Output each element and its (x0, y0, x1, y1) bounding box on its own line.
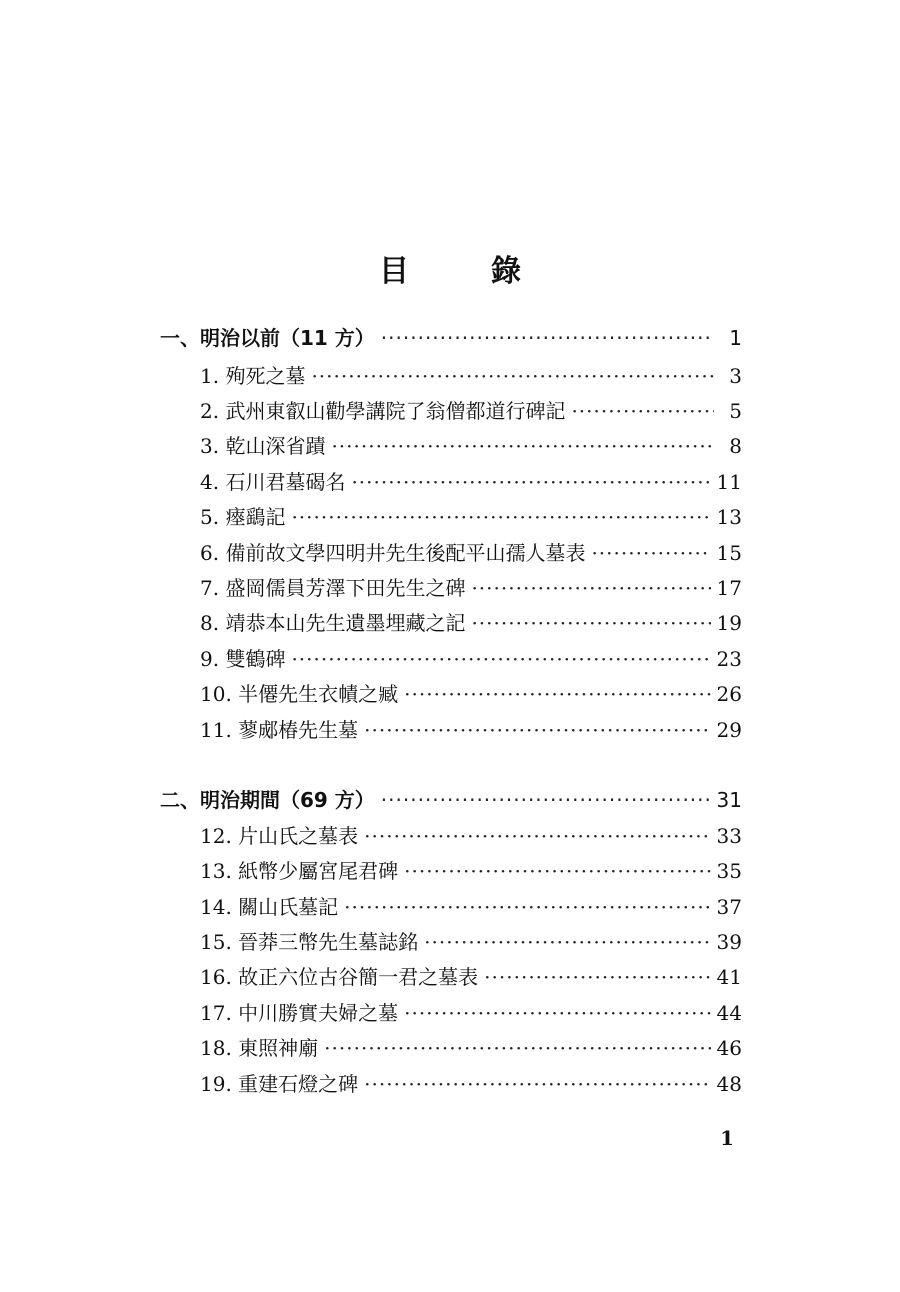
leader-dots (571, 399, 714, 423)
leader-dots (364, 718, 710, 742)
toc-section-1[interactable] (160, 322, 742, 356)
toc-page-number: 31 (716, 788, 742, 812)
toc-entry[interactable] (200, 997, 742, 1031)
toc-entry-label: 3. 乾山深省蹟 (200, 434, 326, 458)
toc-entry-label: 5. 瘞鷂記 (200, 505, 286, 529)
toc-page-number: 11 (716, 470, 742, 494)
toc-entry-label: 8. 靖恭本山先生遺墨埋藏之記 (200, 611, 466, 635)
toc-entry-label: 16. 故正六位古谷簡一君之墓表 (200, 965, 479, 989)
toc-entry-label: 4. 石川君墓碣名 (200, 470, 346, 494)
leader-dots (404, 859, 710, 883)
leader-dots (424, 930, 710, 954)
toc-entry[interactable] (200, 1032, 742, 1066)
toc-entry[interactable] (200, 572, 742, 606)
toc-page-number: 29 (716, 718, 742, 742)
leader-dots (471, 611, 710, 635)
toc-entry-label: 14. 關山氏墓記 (200, 895, 339, 919)
toc-entry[interactable] (200, 360, 742, 394)
page-number: 1 (720, 1126, 734, 1150)
leader-dots (381, 326, 714, 350)
toc-entry[interactable] (200, 891, 742, 925)
toc-page-number: 19 (716, 611, 742, 635)
leader-dots (351, 470, 710, 494)
toc-section-2[interactable] (160, 784, 742, 818)
toc-entry[interactable] (200, 855, 742, 889)
leader-dots (311, 364, 714, 388)
toc-entry-label: 15. 晉莽三幣先生墓誌銘 (200, 930, 419, 954)
leader-dots (484, 965, 710, 989)
leader-dots (331, 434, 714, 458)
toc-page-number: 1 (729, 326, 742, 350)
toc-entry-label: 2. 武州東叡山勸學講院了翁僧都道行碑記 (200, 399, 566, 423)
toc-page-number: 5 (729, 399, 742, 423)
toc-page-number: 3 (729, 364, 742, 388)
leader-dots (324, 1036, 710, 1060)
toc-page-number: 23 (716, 647, 742, 671)
leader-dots (381, 788, 711, 812)
leader-dots (291, 647, 710, 671)
title-char-1: 目 (379, 254, 409, 289)
toc-entry[interactable] (200, 430, 742, 464)
toc-entry-label: 13. 紙幣少屬宮尾君碑 (200, 859, 399, 883)
toc-entry-label: 18. 東照神廟 (200, 1036, 319, 1060)
toc-entry[interactable] (200, 1068, 742, 1102)
leader-dots (591, 541, 710, 565)
leader-dots (364, 824, 710, 848)
toc-entry[interactable] (200, 643, 742, 677)
toc-section-label: 二、明治期間（69 方） (160, 788, 375, 812)
toc-entry-label: 9. 雙鶴碑 (200, 647, 286, 671)
toc-page-number: 35 (716, 859, 742, 883)
leader-dots (471, 576, 710, 600)
leader-dots (291, 505, 710, 529)
title-char-2: 錄 (491, 254, 521, 289)
toc-page-number: 13 (716, 505, 742, 529)
toc-entry-label: 19. 重建石燈之碑 (200, 1072, 359, 1096)
toc-page-number: 44 (716, 1001, 742, 1025)
toc-page-number: 26 (716, 682, 742, 706)
toc-entry[interactable] (200, 395, 742, 429)
leader-dots (364, 1072, 710, 1096)
toc-entry[interactable] (200, 607, 742, 641)
toc-entry-label: 6. 備前故文學四明井先生後配平山孺人墓表 (200, 541, 586, 565)
toc-page-number: 46 (716, 1036, 742, 1060)
leader-dots (404, 682, 710, 706)
toc-page-number: 37 (716, 895, 742, 919)
toc-entry-label: 1. 殉死之墓 (200, 364, 306, 388)
toc-entry-label: 12. 片山氏之墓表 (200, 824, 359, 848)
toc-entry[interactable] (200, 820, 742, 854)
toc-page-number: 15 (716, 541, 742, 565)
toc-entry[interactable] (200, 961, 742, 995)
toc-section-label: 一、明治以前（11 方） (160, 326, 375, 350)
toc-entry[interactable] (200, 537, 742, 571)
toc-page-number: 8 (729, 434, 742, 458)
toc-entry-label: 7. 盛岡儒員芳澤下田先生之碑 (200, 576, 466, 600)
toc-entry[interactable] (200, 714, 742, 748)
leader-dots (344, 895, 710, 919)
leader-dots (404, 1001, 710, 1025)
toc-page-number: 48 (716, 1072, 742, 1096)
toc-page-number: 17 (716, 576, 742, 600)
toc-page-number: 39 (716, 930, 742, 954)
toc-page-number: 41 (716, 965, 742, 989)
toc-page-number: 33 (716, 824, 742, 848)
toc-entry-label: 17. 中川勝實夫婦之墓 (200, 1001, 399, 1025)
toc-entry[interactable] (200, 466, 742, 500)
toc-entry-label: 10. 半僊先生衣幘之臧 (200, 682, 399, 706)
toc-entry-label: 11. 蓼郕椿先生墓 (200, 718, 359, 742)
toc-entry[interactable] (200, 926, 742, 960)
toc-entry[interactable] (200, 678, 742, 712)
toc-entry[interactable] (200, 501, 742, 535)
